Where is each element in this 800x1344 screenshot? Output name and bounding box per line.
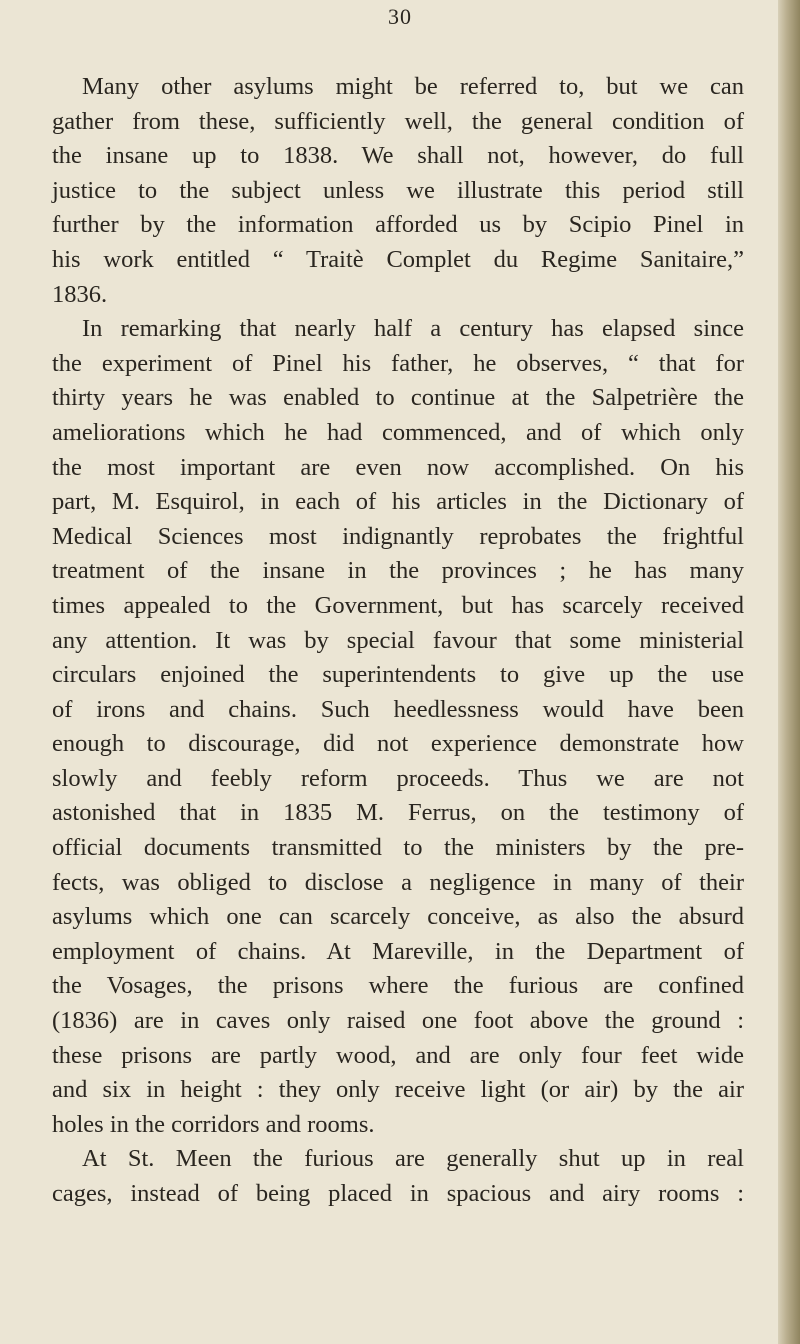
- text-line: astonished that in 1835 M. Ferrus, on the testimony of: [52, 799, 744, 827]
- text-line: holes in the corridors and rooms.: [52, 1110, 375, 1138]
- text-line: of irons and chains. Such heedlessness would have been: [52, 695, 744, 723]
- text-line: employment of chains. At Mareville, in the Department of: [52, 937, 744, 965]
- text-line: part, M. Esquirol, in each of his articles in the Dictionary of: [52, 488, 744, 516]
- body-text: [52, 70, 744, 1212]
- text-line: these prisons are partly wood, and are only four feet wide: [52, 1041, 744, 1069]
- text-line: justice to the subject unless we illustrate this period still: [52, 176, 744, 204]
- text-line: times appealed to the Government, but has scarcely received: [52, 591, 744, 619]
- text-line: and six in height : they only receive light (or air) by the air: [52, 1076, 744, 1104]
- text-line: the Vosages, the prisons where the furious are confined: [52, 972, 744, 1000]
- text-line: the most important are even now accomplished. On his: [52, 453, 744, 481]
- text-line: gather from these, sufficiently well, the general condition of: [52, 107, 744, 135]
- text-line: Many other asylums might be referred to, but we can: [82, 73, 744, 100]
- text-line: the insane up to 1838. We shall not, however, do full: [52, 142, 744, 170]
- text-line: his work entitled “ Traitè Complet du Regime Sanitaire,”: [52, 245, 744, 273]
- text-line: any attention. It was by special favour that some ministerial: [52, 626, 744, 654]
- page-edge-shadow: [778, 0, 800, 1344]
- text-line: enough to discourage, did not experience demonstrate how: [52, 730, 744, 758]
- text-line: the experiment of Pinel his father, he observes, “ that for: [52, 349, 744, 377]
- text-line: Medical Sciences most indignantly reprobates the frightful: [52, 522, 744, 550]
- text-line: fects, was obliged to disclose a negligence in many of their: [52, 868, 744, 896]
- text-line: circulars enjoined the superintendents to give up the use: [52, 661, 744, 689]
- text-line: further by the information afforded us by Scipio Pinel in: [52, 211, 744, 239]
- text-line: 1836.: [52, 280, 108, 308]
- text-line: At St. Meen the furious are generally shut up in real: [82, 1145, 744, 1173]
- text-line: asylums which one can scarcely conceive, as also the absurd: [52, 903, 744, 931]
- text-line: slowly and feebly reform proceeds. Thus we are not: [52, 764, 744, 792]
- page-number: 30: [388, 4, 412, 29]
- text-line: official documents transmitted to the ministers by the pre-: [52, 834, 744, 862]
- text-line: ameliorations which he had commenced, and of which only: [52, 418, 744, 446]
- text-line: In remarking that nearly half a century has elapsed since: [82, 315, 744, 343]
- text-line: (1836) are in caves only raised one foot above the ground :: [52, 1007, 744, 1035]
- text-line: thirty years he was enabled to continue at the Salpetrière the: [52, 384, 744, 412]
- text-line: cages, instead of being placed in spacious and airy rooms :: [52, 1180, 744, 1207]
- text-line: treatment of the insane in the provinces ; he has many: [52, 557, 744, 585]
